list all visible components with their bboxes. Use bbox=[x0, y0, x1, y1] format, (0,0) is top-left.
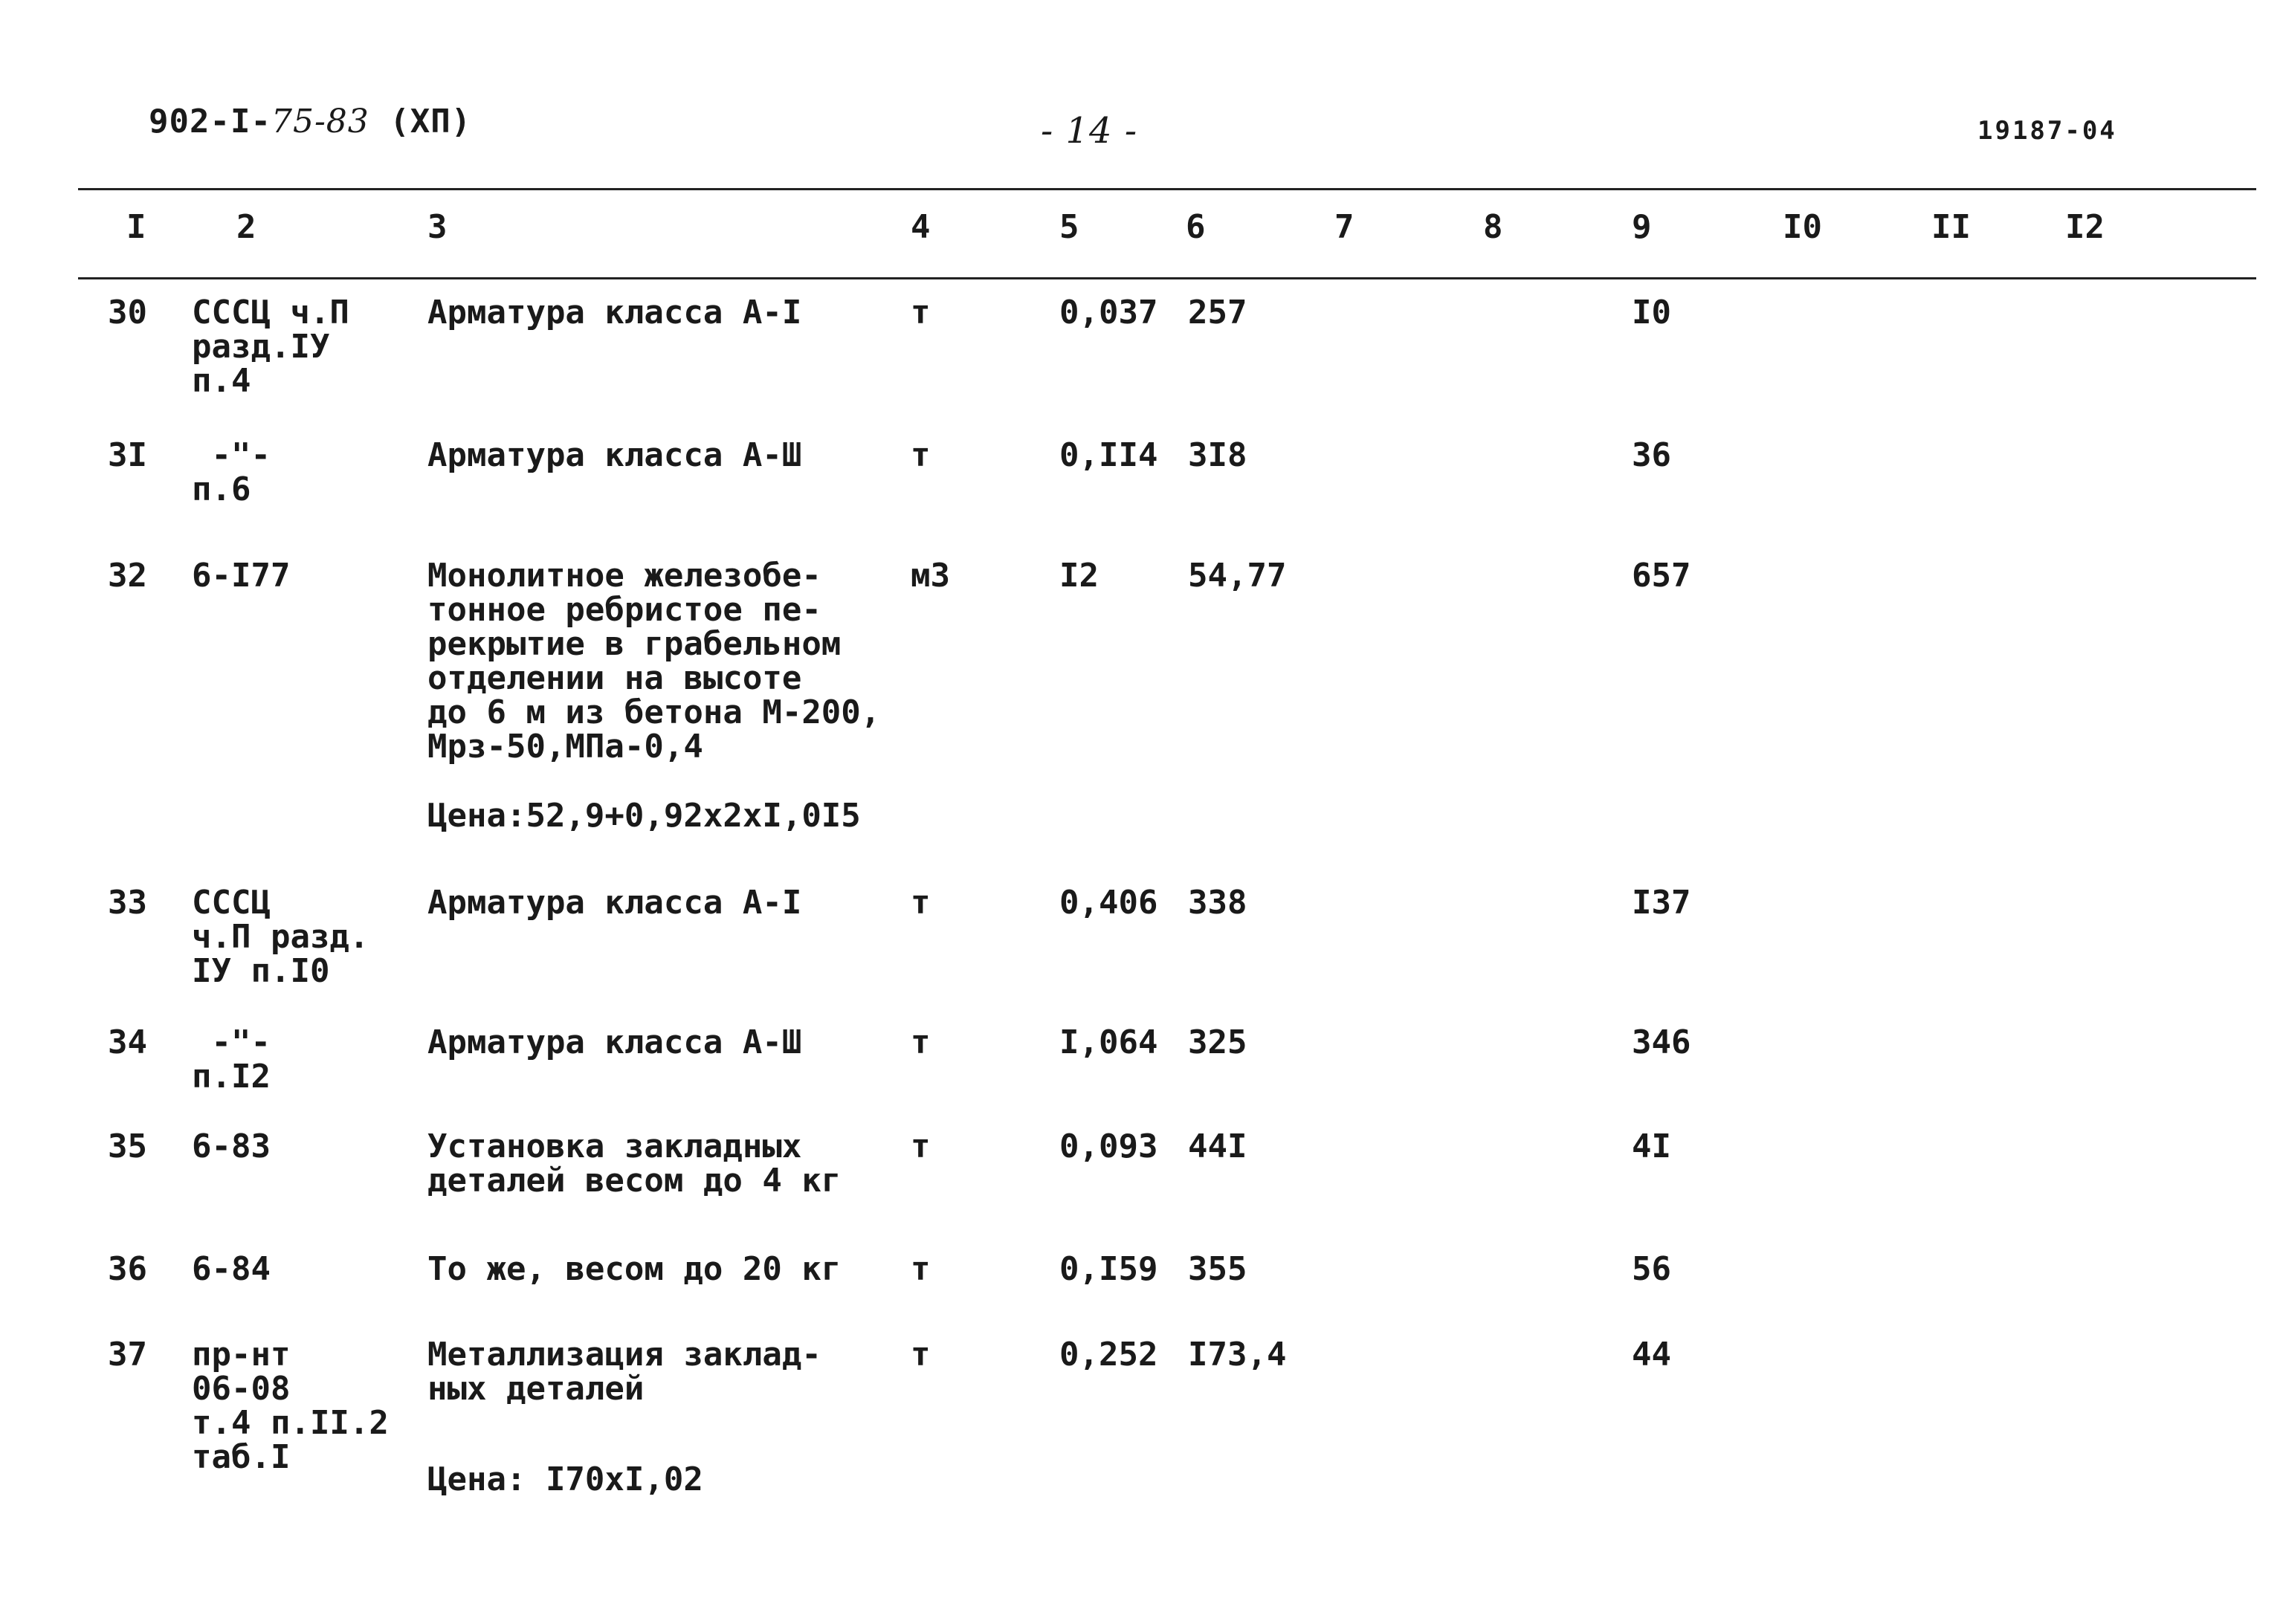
row-quantity: I2 bbox=[1059, 557, 1099, 595]
column-header-11: II bbox=[1931, 208, 1971, 246]
row-unit-price: 3I8 bbox=[1188, 436, 1247, 474]
column-header-2: 2 bbox=[236, 208, 256, 246]
row-total: 44 bbox=[1632, 1336, 1671, 1374]
row-code: -"- п.6 bbox=[192, 436, 271, 508]
row-code: СССЦ ч.П разд. IУ п.I0 bbox=[192, 884, 369, 990]
row-name: Арматура класса А-Ш bbox=[427, 1023, 802, 1061]
price-note: Цена:52,9+0,92х2хI,0I5 bbox=[427, 797, 861, 835]
column-header-8: 8 bbox=[1483, 208, 1503, 246]
row-unit-price: 44I bbox=[1188, 1128, 1247, 1165]
document-code-prefix: 902-I- bbox=[149, 103, 271, 140]
row-quantity: 0,406 bbox=[1059, 884, 1158, 922]
row-number: 33 bbox=[108, 884, 147, 922]
row-number: 30 bbox=[108, 294, 147, 331]
row-number: 35 bbox=[108, 1128, 147, 1165]
row-number: 34 bbox=[108, 1023, 147, 1061]
row-unit: т bbox=[911, 1128, 931, 1165]
row-name: Арматура класса А-Ш bbox=[427, 436, 802, 474]
row-total: 36 bbox=[1632, 436, 1671, 474]
row-total: I37 bbox=[1632, 884, 1691, 922]
row-code: 6-I77 bbox=[192, 557, 291, 595]
row-name: Монолитное железобе- тонное ребристое пе- рекрытие в грабельном отделении на высоте до 6 м из бетона М-200, Мрз-50,МПа-0,4 bbox=[427, 557, 881, 766]
column-header-5: 5 bbox=[1059, 208, 1079, 246]
row-total: 56 bbox=[1632, 1250, 1671, 1288]
column-header-1: I bbox=[126, 208, 146, 246]
row-code: пр-нт 06-08 т.4 п.II.2 таб.I bbox=[192, 1336, 389, 1476]
row-quantity: I,064 bbox=[1059, 1023, 1158, 1061]
row-code: 6-84 bbox=[192, 1250, 271, 1288]
document-code bbox=[149, 103, 471, 140]
row-number: 3I bbox=[108, 436, 147, 474]
row-code: 6-83 bbox=[192, 1128, 271, 1165]
row-quantity: 0,037 bbox=[1059, 294, 1158, 331]
row-unit: т bbox=[911, 1250, 931, 1288]
row-code: СССЦ ч.П разд.IУ п.4 bbox=[192, 294, 349, 400]
row-number: 32 bbox=[108, 557, 147, 595]
column-header-6: 6 bbox=[1186, 208, 1206, 246]
column-header-7: 7 bbox=[1334, 208, 1354, 246]
column-header-10: I0 bbox=[1783, 208, 1822, 246]
row-number: 36 bbox=[108, 1250, 147, 1288]
row-unit: т bbox=[911, 1336, 931, 1374]
row-unit: т bbox=[911, 1023, 931, 1061]
column-header-4: 4 bbox=[911, 208, 931, 246]
row-unit-price: 54,77 bbox=[1188, 557, 1287, 595]
column-header-9: 9 bbox=[1632, 208, 1652, 246]
row-unit-price: 338 bbox=[1188, 884, 1247, 922]
row-name: Установка закладных деталей весом до 4 кг bbox=[427, 1128, 842, 1200]
row-total: 346 bbox=[1632, 1023, 1691, 1061]
page-number: - 14 - bbox=[1041, 110, 1138, 152]
row-name: Арматура класса А-I bbox=[427, 294, 802, 331]
row-unit: т bbox=[911, 436, 931, 474]
row-quantity: 0,II4 bbox=[1059, 436, 1158, 474]
row-unit-price: 257 bbox=[1188, 294, 1247, 331]
row-code: -"- п.I2 bbox=[192, 1023, 271, 1096]
column-header-12: I2 bbox=[2065, 208, 2105, 246]
document-code-suffix: (XП) bbox=[369, 103, 472, 140]
row-number: 37 bbox=[108, 1336, 147, 1374]
table-header-rule bbox=[78, 277, 2256, 279]
column-header-3: 3 bbox=[427, 208, 448, 246]
row-name: То же, весом до 20 кг bbox=[427, 1250, 842, 1288]
row-unit-price: 355 bbox=[1188, 1250, 1247, 1288]
row-total: 657 bbox=[1632, 557, 1691, 595]
row-total: 4I bbox=[1632, 1128, 1671, 1165]
row-quantity: 0,093 bbox=[1059, 1128, 1158, 1165]
row-name: Арматура класса А-I bbox=[427, 884, 802, 922]
row-unit: т bbox=[911, 884, 931, 922]
document-code-handwritten: 75-83 bbox=[271, 103, 369, 140]
row-unit: м3 bbox=[911, 557, 950, 595]
price-note: Цена: I70хI,02 bbox=[427, 1460, 703, 1498]
row-unit-price: 325 bbox=[1188, 1023, 1247, 1061]
row-quantity: 0,252 bbox=[1059, 1336, 1158, 1374]
row-total: I0 bbox=[1632, 294, 1671, 331]
row-unit: т bbox=[911, 294, 931, 331]
row-unit-price: I73,4 bbox=[1188, 1336, 1287, 1374]
row-name: Металлизация заклад- ных деталей bbox=[427, 1336, 821, 1408]
document-number: 19187-04 bbox=[1977, 116, 2117, 146]
table-top-rule bbox=[78, 188, 2256, 190]
row-quantity: 0,I59 bbox=[1059, 1250, 1158, 1288]
